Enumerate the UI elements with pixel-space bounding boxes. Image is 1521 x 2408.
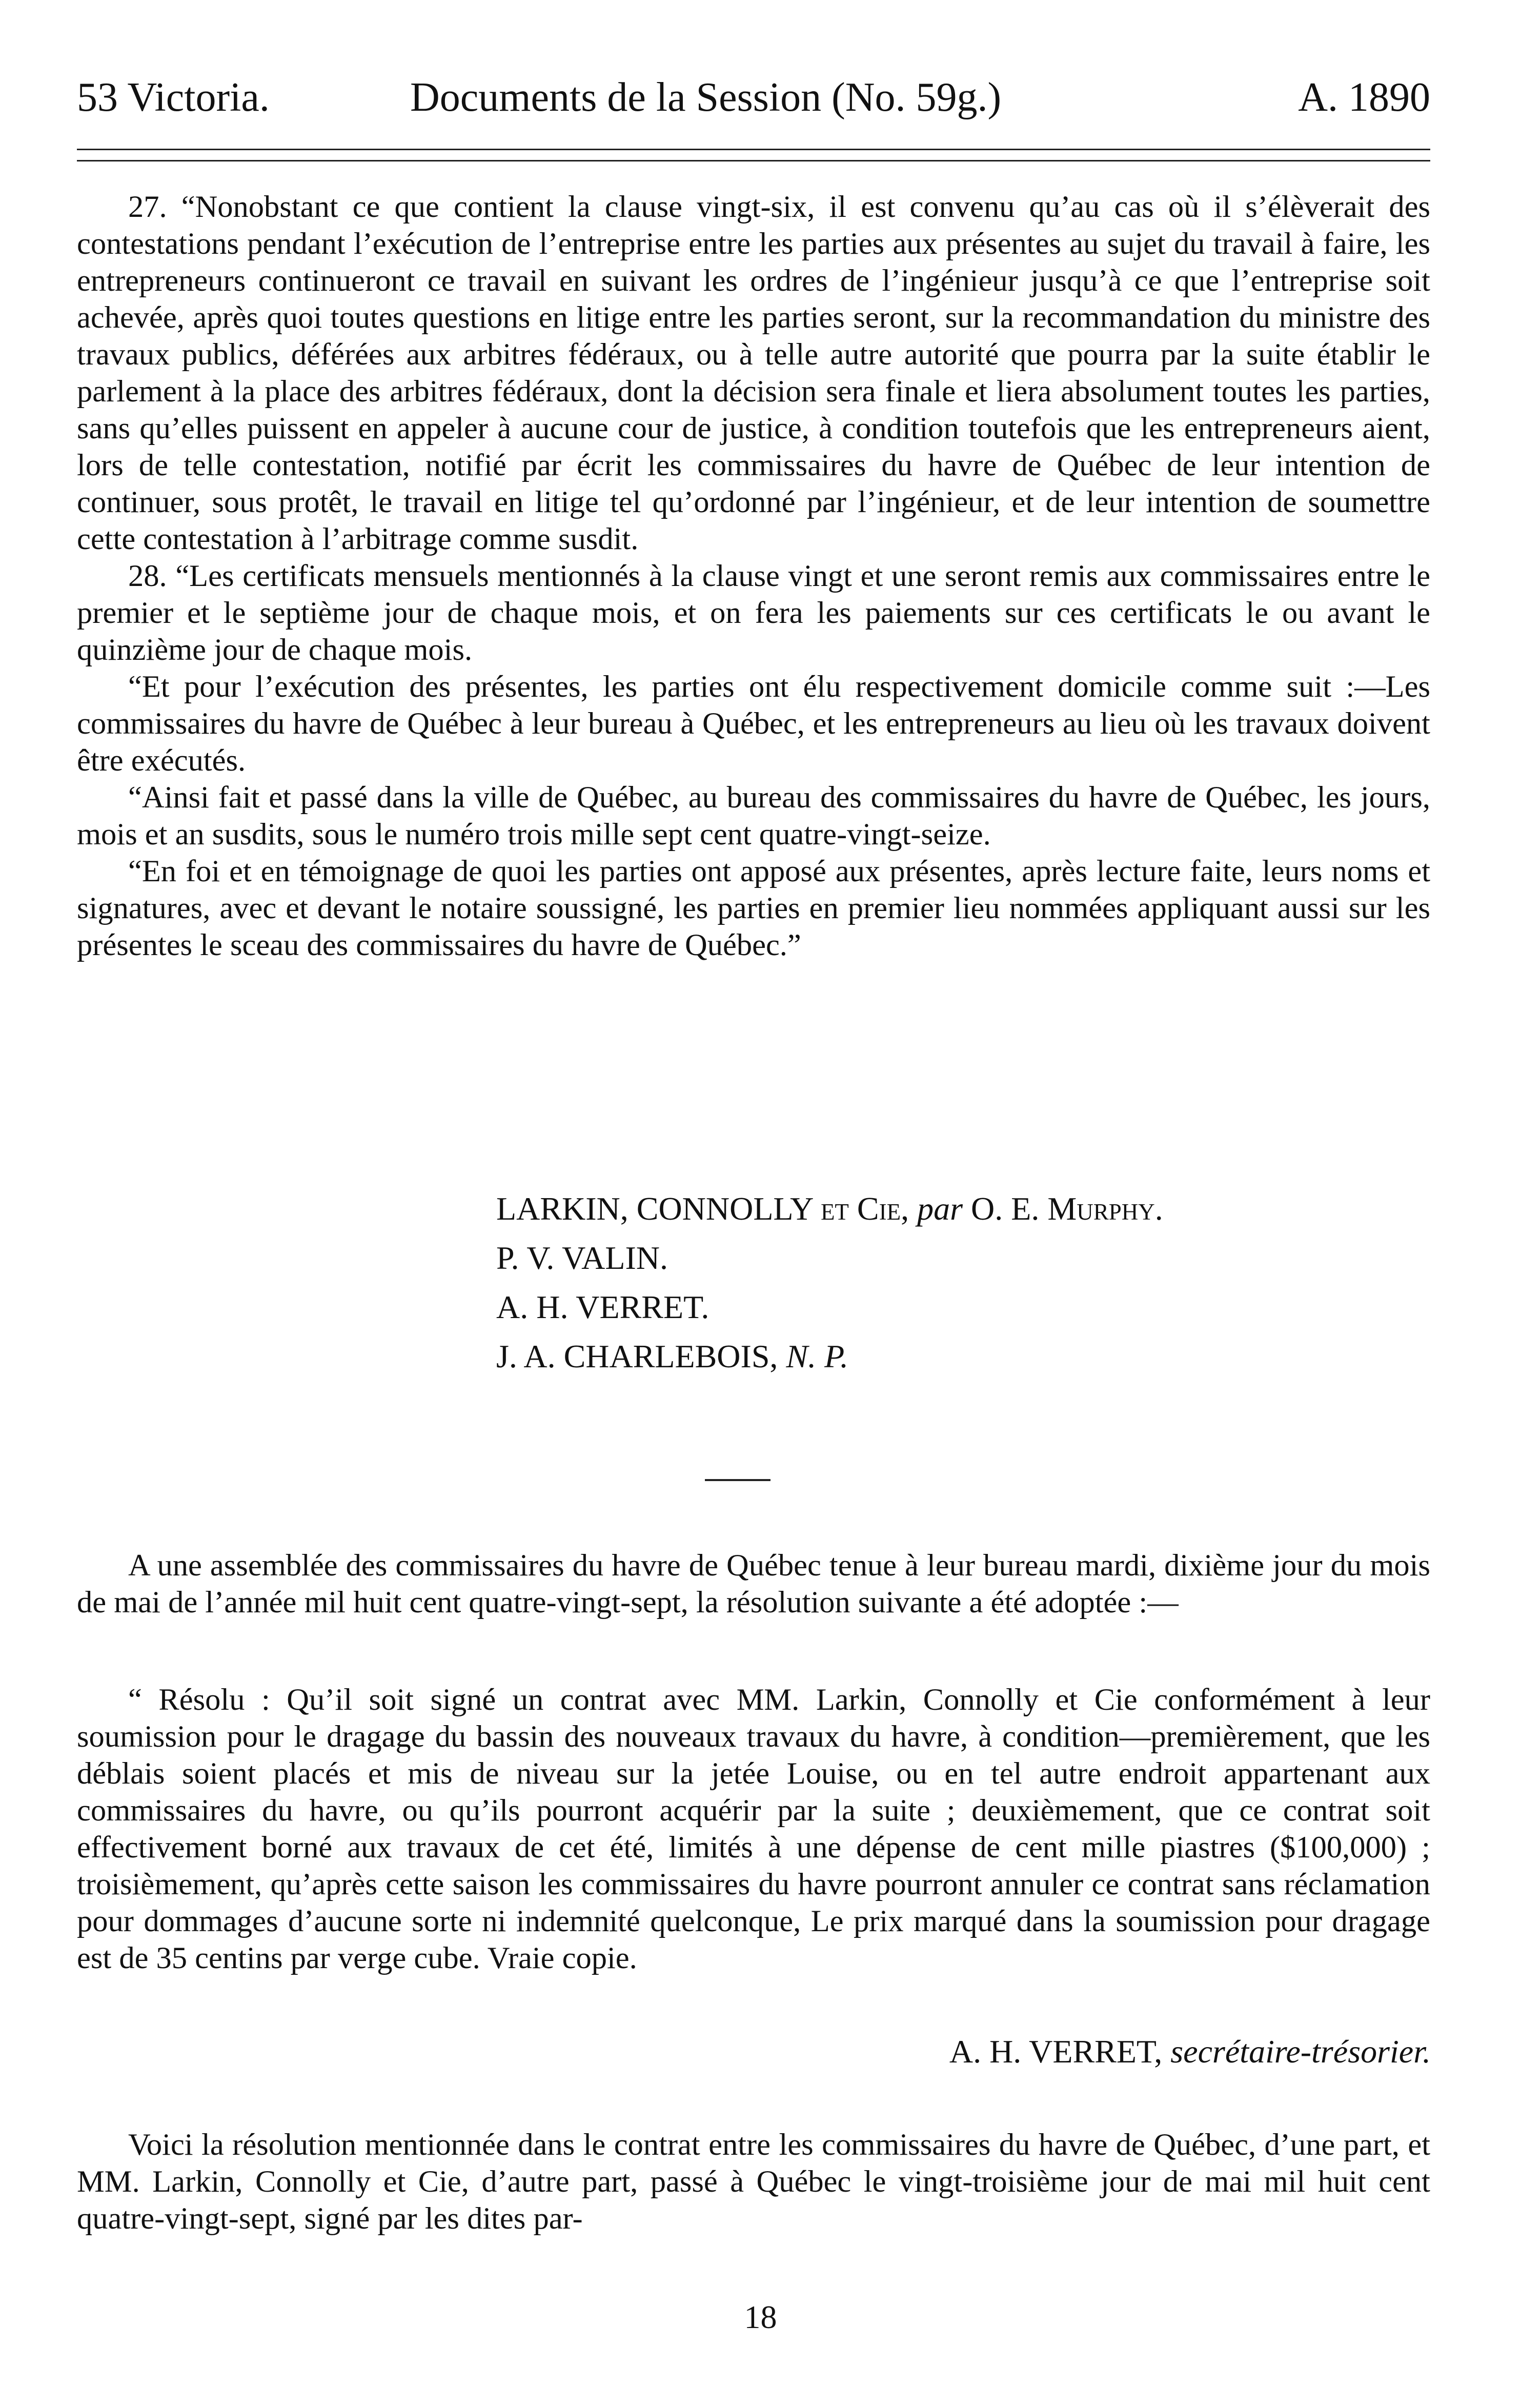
signature-notary-title: N. P. — [786, 1338, 848, 1374]
header-rule-top — [77, 149, 1430, 150]
signature-block — [496, 1184, 1163, 1381]
running-header — [77, 67, 1430, 128]
signature-charlebois — [496, 1332, 1163, 1381]
signature-larkin-names: LARKIN, CONNOLLY — [496, 1190, 813, 1227]
voici-paragraph: Voici la résolution mentionnée dans le contrat entre les commissaires du havre de Québec, d’une part, et MM. Larkin, Connolly et Cie, d’autre part, passé à Québec le vingt-troisième jour de mai mil huit cent quatre-vingt-sept, signé par les dites par- — [77, 2128, 1430, 2236]
signature-murphy: O. E. Murphy. — [971, 1190, 1163, 1227]
header-year: A. 1890 — [1298, 75, 1430, 120]
header-title: Documents de la Session (No. 59g.) — [410, 75, 1002, 120]
signature-larkin-et: et — [820, 1190, 849, 1227]
signature-larkin-par: par — [917, 1190, 963, 1227]
contract-clauses — [77, 189, 1430, 964]
clause-28: 28. “Les certificats mensuels mentionnés à la clause vingt et une seront remis aux commissaires entre le premier et le septième jour de chaque mois, et on fera les paiements sur ces certificats le ou avant le quinzième jour de chaque mois. — [77, 559, 1430, 667]
page-number: 18 — [744, 2299, 777, 2335]
en-foi-paragraph: “En foi et en témoignage de quoi les parties ont apposé aux présentes, après lecture faite, leurs noms et signatures, avec et devant le notaire soussigné, les parties en premier lieu nommées appliquant aussi sur les présentes le sceau des commissaires du havre de Québec.” — [77, 854, 1430, 962]
secretary-signoff — [949, 2031, 1431, 2072]
clause-27: 27. “Nonobstant ce que contient la clause vingt-six, il est convenu qu’au cas où il s’élèverait des contestations pendant l’exécution de l’entreprise entre les parties aux présentes au sujet du travail à faire, les entrepreneurs continueront ce travail en suivant les ordres de l’ingénieur jusqu’à ce que l’entreprise soit achevée, après quoi toutes questions en litige entre les parties seront, sur la recommandation du ministre des travaux publics, déférées aux arbitres fédéraux, ou à telle autre autorité que pourra par la suite établir le parlement à la place des arbitres fédéraux, dont la décision sera finale et liera absolument toutes les parties, sans qu’elles puissent en appeler à aucune cour de justice, à condition toutefois que les entrepreneurs aient, lors de telle contestation, notifié par écrit les commissaires du havre de Québec de leur intention de continuer, sous protêt, le travail en litige tel qu’ordonné par l’ingénieur, et de leur intention de soumettre cette contestation à l’arbitrage comme susdit. — [77, 190, 1430, 556]
secretary-name: A. H. VERRET, — [949, 2033, 1163, 2070]
section-divider — [705, 1479, 770, 1481]
signature-larkin — [496, 1184, 1163, 1233]
secretary-title: secrétaire-trésorier. — [1170, 2033, 1431, 2070]
resolution-paragraph: “ Résolu : Qu’il soit signé un contrat avec MM. Larkin, Connolly et Cie conformément à leur soumission pour le dragage du bassin des nouveaux travaux du havre, à condition—premièrement, que les déblais soient placés et mis de niveau sur la jetée Louise, ou en tel autre endroit appartenant aux commissaires du havre, ou qu’ils pourront acquérir par la suite ; deuxièmement, que ce contrat soit effectivement borné aux travaux de cet été, limités à une dépense de cent mille piastres ($100,000) ; troisièmement, qu’après cette saison les commissaires du havre pourront annuler ce contrat sans réclamation pour dommages d’aucune sorte ni indemnité quelconque, Le prix marqué dans la soumission pour dragage est de 35 centins par verge cube. Vraie copie. — [77, 1683, 1430, 1975]
domicile-paragraph: “Et pour l’exécution des présentes, les parties ont élu respectivement domicile comme suit :—Les commissaires du havre de Québec à leur bureau à Québec, et les entrepreneurs au lieu où les travaux doivent être exécutés. — [77, 670, 1430, 778]
signature-valin: P. V. VALIN. — [496, 1240, 668, 1276]
signature-verret: A. H. VERRET. — [496, 1289, 709, 1325]
assembly-notice — [77, 1547, 1430, 1621]
resolution-block — [77, 1682, 1430, 1977]
assemblee-paragraph: A une assemblée des commissaires du havre de Québec tenue à leur bureau mardi, dixième jour du mois de mai de l’année mil huit cent quatre-vingt-sept, la résolution suivante a été adoptée :— — [77, 1548, 1430, 1620]
ainsi-fait-paragraph: “Ainsi fait et passé dans la ville de Québec, au bureau des commissaires du havre de Québec, les jours, mois et an susdits, sous le numéro trois mille sept cent quatre-vingt-seize. — [77, 780, 1430, 852]
header-regnal-year: 53 Victoria. — [77, 75, 270, 120]
header-rule-bottom — [77, 160, 1430, 161]
signature-charlebois-name: J. A. CHARLEBOIS, — [496, 1338, 778, 1374]
signature-larkin-cie: Cie, — [857, 1190, 909, 1227]
closing-block — [77, 2127, 1430, 2237]
